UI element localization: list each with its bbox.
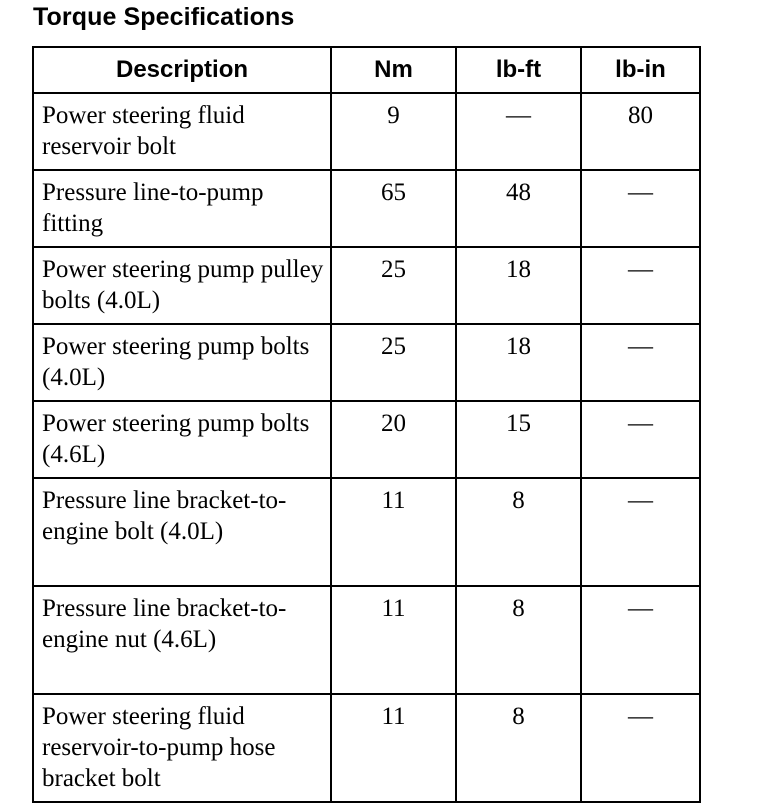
row-description: Pressure line bracket-to-engine nut (4.6L) [33,586,331,694]
header-lb-in: lb-in [581,47,700,93]
table-row [33,694,700,802]
torque-spec-table [32,46,701,803]
row-lb-ft: 18 [456,324,581,401]
table-row [33,170,700,247]
row-lb-ft: 8 [456,478,581,586]
row-lb-in: — [581,401,700,478]
header-lb-ft: lb-ft [456,47,581,93]
table-row [33,401,700,478]
table-header-row [33,47,700,93]
row-nm: 25 [331,324,456,401]
header-description: Description [33,47,331,93]
row-description: Pressure line bracket-to-engine bolt (4.0L) [33,478,331,586]
row-lb-ft: — [456,93,581,170]
row-nm: 11 [331,694,456,802]
row-lb-in: — [581,247,700,324]
row-description: Power steering fluid reservoir-to-pump hose bracket bolt [33,694,331,802]
row-nm: 11 [331,478,456,586]
row-lb-in: — [581,478,700,586]
row-nm: 65 [331,170,456,247]
row-lb-ft: 8 [456,586,581,694]
row-lb-ft: 8 [456,694,581,802]
row-description: Power steering pump bolts (4.0L) [33,324,331,401]
row-description: Power steering pump bolts (4.6L) [33,401,331,478]
row-lb-in: — [581,694,700,802]
row-lb-in: 80 [581,93,700,170]
row-nm: 11 [331,586,456,694]
table-row [33,93,700,170]
page-title: Torque Specifications [33,3,295,31]
row-lb-ft: 15 [456,401,581,478]
table-row [33,324,700,401]
table-row [33,586,700,694]
header-nm: Nm [331,47,456,93]
row-description: Pressure line-to-pump fitting [33,170,331,247]
row-nm: 9 [331,93,456,170]
row-lb-in: — [581,586,700,694]
row-nm: 25 [331,247,456,324]
row-lb-ft: 48 [456,170,581,247]
table-row [33,478,700,586]
row-description: Power steering fluid reservoir bolt [33,93,331,170]
row-lb-in: — [581,170,700,247]
row-lb-ft: 18 [456,247,581,324]
row-lb-in: — [581,324,700,401]
row-nm: 20 [331,401,456,478]
table-row [33,247,700,324]
row-description: Power steering pump pulley bolts (4.0L) [33,247,331,324]
